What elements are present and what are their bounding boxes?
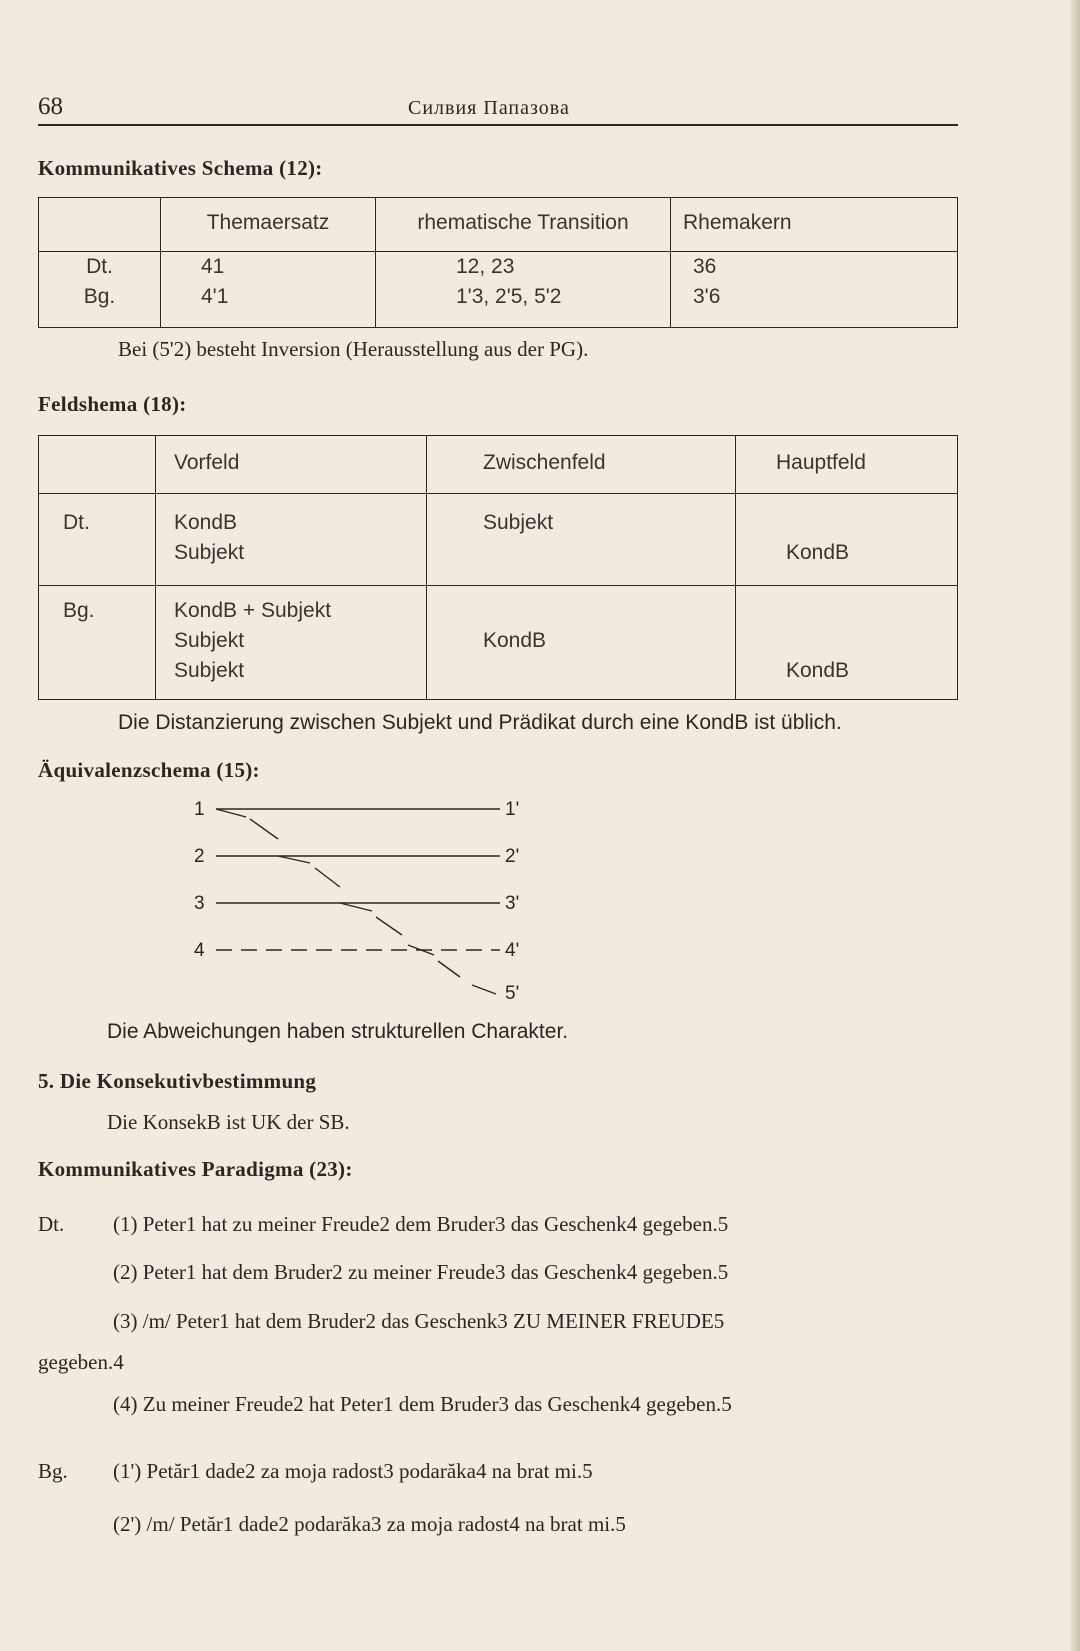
- feld18-label-dt: Dt.: [63, 511, 90, 534]
- feld18-bg-vorfeld: [156, 586, 427, 700]
- feld18-dt-vorfeld: [156, 494, 427, 586]
- schema12-label-dt: Dt.: [86, 255, 113, 278]
- feld18-label-dt-cell: [39, 494, 156, 586]
- schema12-labels: [39, 252, 161, 328]
- schema12-rhema-dt: 36: [693, 255, 717, 278]
- aeq15-right-2: 2': [505, 846, 520, 867]
- section5-text: Die KonsekB ist UK der SB.: [107, 1110, 350, 1134]
- schema12-col-0: [39, 198, 161, 252]
- paradigma23-dt-4: (4) Zu meiner Freude2 hat Peter1 dem Bruder3 das Geschenk4 gegeben.5: [113, 1392, 732, 1416]
- aeq15-arrow-5: [472, 985, 496, 994]
- feld18-note: Die Distanzierung zwischen Subjekt und Prädikat durch eine KondB ist üblich.: [118, 711, 842, 734]
- feld18-label-bg-cell: [39, 586, 156, 700]
- aeq15-right-4: 4': [505, 940, 520, 961]
- feld18-dt-zwischen-1: Subjekt: [483, 511, 554, 534]
- feld18-col-zwischen: Zwischenfeld: [427, 436, 736, 494]
- paradigma23-dt-2: (2) Peter1 hat dem Bruder2 zu meiner Freude3 das Geschenk4 gegeben.5: [113, 1260, 729, 1284]
- paradigma23-heading: Kommunikatives Paradigma (23):: [38, 1157, 353, 1181]
- schema12-col-thema: Themaersatz: [161, 198, 376, 252]
- paradigma23-bg-1: (1') Petăr1 dade2 za moja radost3 podarăka4 na brat mi.5: [113, 1459, 593, 1483]
- aeq15-right-3: 3': [505, 893, 520, 914]
- paradigma23-dt-3-cont: gegeben.4: [38, 1350, 124, 1374]
- aeq15-cross-1-2: [250, 819, 278, 839]
- paradigma23-bg-2: (2') /m/ Petăr1 dade2 podarăka3 za moja radost4 na brat mi.5: [113, 1512, 626, 1536]
- feld18-bg-haupt-2: [786, 626, 945, 656]
- feld18-bg-zwischen-1: [483, 596, 723, 626]
- schema12-rhema-bg: 3'6: [693, 285, 721, 308]
- paradigma23-dt-1: (1) Peter1 hat zu meiner Freude2 dem Bruder3 das Geschenk4 gegeben.5: [113, 1212, 729, 1236]
- schema12-thema-bg: 4'1: [201, 285, 229, 308]
- aeq15-left-1: 1: [194, 799, 205, 820]
- aeq15-arrow-2: [278, 856, 310, 863]
- paradigma23-bg-label: Bg.: [38, 1459, 68, 1483]
- feld18-bg-zwischen: [427, 586, 736, 700]
- aeq15-heading: Äquivalenzschema (15):: [38, 758, 260, 782]
- feld18-bg-haupt-1: [786, 596, 945, 626]
- feld18-bg-vorfeld-1: KondB + Subjekt: [174, 599, 332, 622]
- feld18-bg-vorfeld-2: Subjekt: [174, 629, 245, 652]
- feld18-bg-vorfeld-3: Subjekt: [174, 659, 245, 682]
- aeq15-arrow-3: [340, 903, 372, 911]
- schema12-table: [38, 197, 958, 328]
- schema12-col-rhema: Rhemakern: [671, 198, 958, 252]
- paradigma23-dt-label: Dt.: [38, 1212, 65, 1236]
- feld18-bg-zwischen-3: [483, 656, 723, 686]
- aeq15-cross-3-4: [376, 917, 402, 935]
- schema12-note: Bei (5'2) besteht Inversion (Herausstellung aus der PG).: [118, 337, 589, 361]
- schema12-label-bg: Bg.: [83, 285, 116, 308]
- feld18-table: [38, 435, 958, 700]
- schema12-heading: Kommunikatives Schema (12):: [38, 156, 323, 180]
- feld18-label-bg: Bg.: [63, 599, 95, 622]
- feld18-col-0: [39, 436, 156, 494]
- feld18-col-haupt: Hauptfeld: [736, 436, 958, 494]
- feld18-dt-haupt-1: [786, 508, 945, 538]
- aeq15-left-4: 4: [194, 940, 205, 961]
- header-rule: [38, 124, 958, 126]
- feld18-bg-haupt: [736, 586, 958, 700]
- schema12-col-transition: rhematische Transition: [376, 198, 671, 252]
- feld18-bg-zwischen-2: KondB: [483, 629, 547, 652]
- schema12-transition-dt: 12, 23: [456, 255, 515, 278]
- section5-heading: 5. Die Konsekutivbestimmung: [38, 1069, 317, 1093]
- aeq15-right-5: 5': [505, 983, 520, 1004]
- page-edge-shadow: [1070, 0, 1080, 1651]
- aeq15-note: Die Abweichungen haben strukturellen Charakter.: [107, 1020, 569, 1043]
- aeq15-diagram: [180, 795, 560, 1010]
- feld18-dt-zwischen: [427, 494, 736, 586]
- feld18-dt-vorfeld-2: Subjekt: [174, 541, 245, 564]
- aeq15-cross-4-5: [438, 961, 460, 977]
- feld18-dt-zwischen-2: [483, 538, 723, 568]
- feld18-heading: Feldshema (18):: [38, 392, 187, 416]
- aeq15-arrow-1: [216, 809, 246, 817]
- feld18-bg-haupt-3: KondB: [786, 659, 850, 682]
- feld18-dt-haupt: [736, 494, 958, 586]
- schema12-transition-cells: [376, 252, 671, 328]
- page-header: [38, 93, 958, 123]
- feld18-col-vorfeld: Vorfeld: [156, 436, 427, 494]
- feld18-dt-haupt-2: KondB: [786, 541, 850, 564]
- schema12-transition-bg: 1'3, 2'5, 5'2: [456, 285, 562, 308]
- schema12-thema-dt: 41: [201, 255, 225, 278]
- page-number: 68: [38, 93, 63, 120]
- schema12-rhema-cells: [671, 252, 958, 328]
- aeq15-cross-2-3: [315, 868, 340, 887]
- schema12-thema-cells: [161, 252, 376, 328]
- feld18-dt-vorfeld-1: KondB: [174, 511, 238, 534]
- paradigma23-dt-3: (3) /m/ Peter1 hat dem Bruder2 das Geschenk3 ZU MEINER FREUDE5: [113, 1309, 725, 1333]
- running-title: Силвия Папазова: [408, 97, 570, 119]
- aeq15-left-3: 3: [194, 893, 205, 914]
- aeq15-left-2: 2: [194, 846, 205, 867]
- aeq15-right-1: 1': [505, 799, 520, 820]
